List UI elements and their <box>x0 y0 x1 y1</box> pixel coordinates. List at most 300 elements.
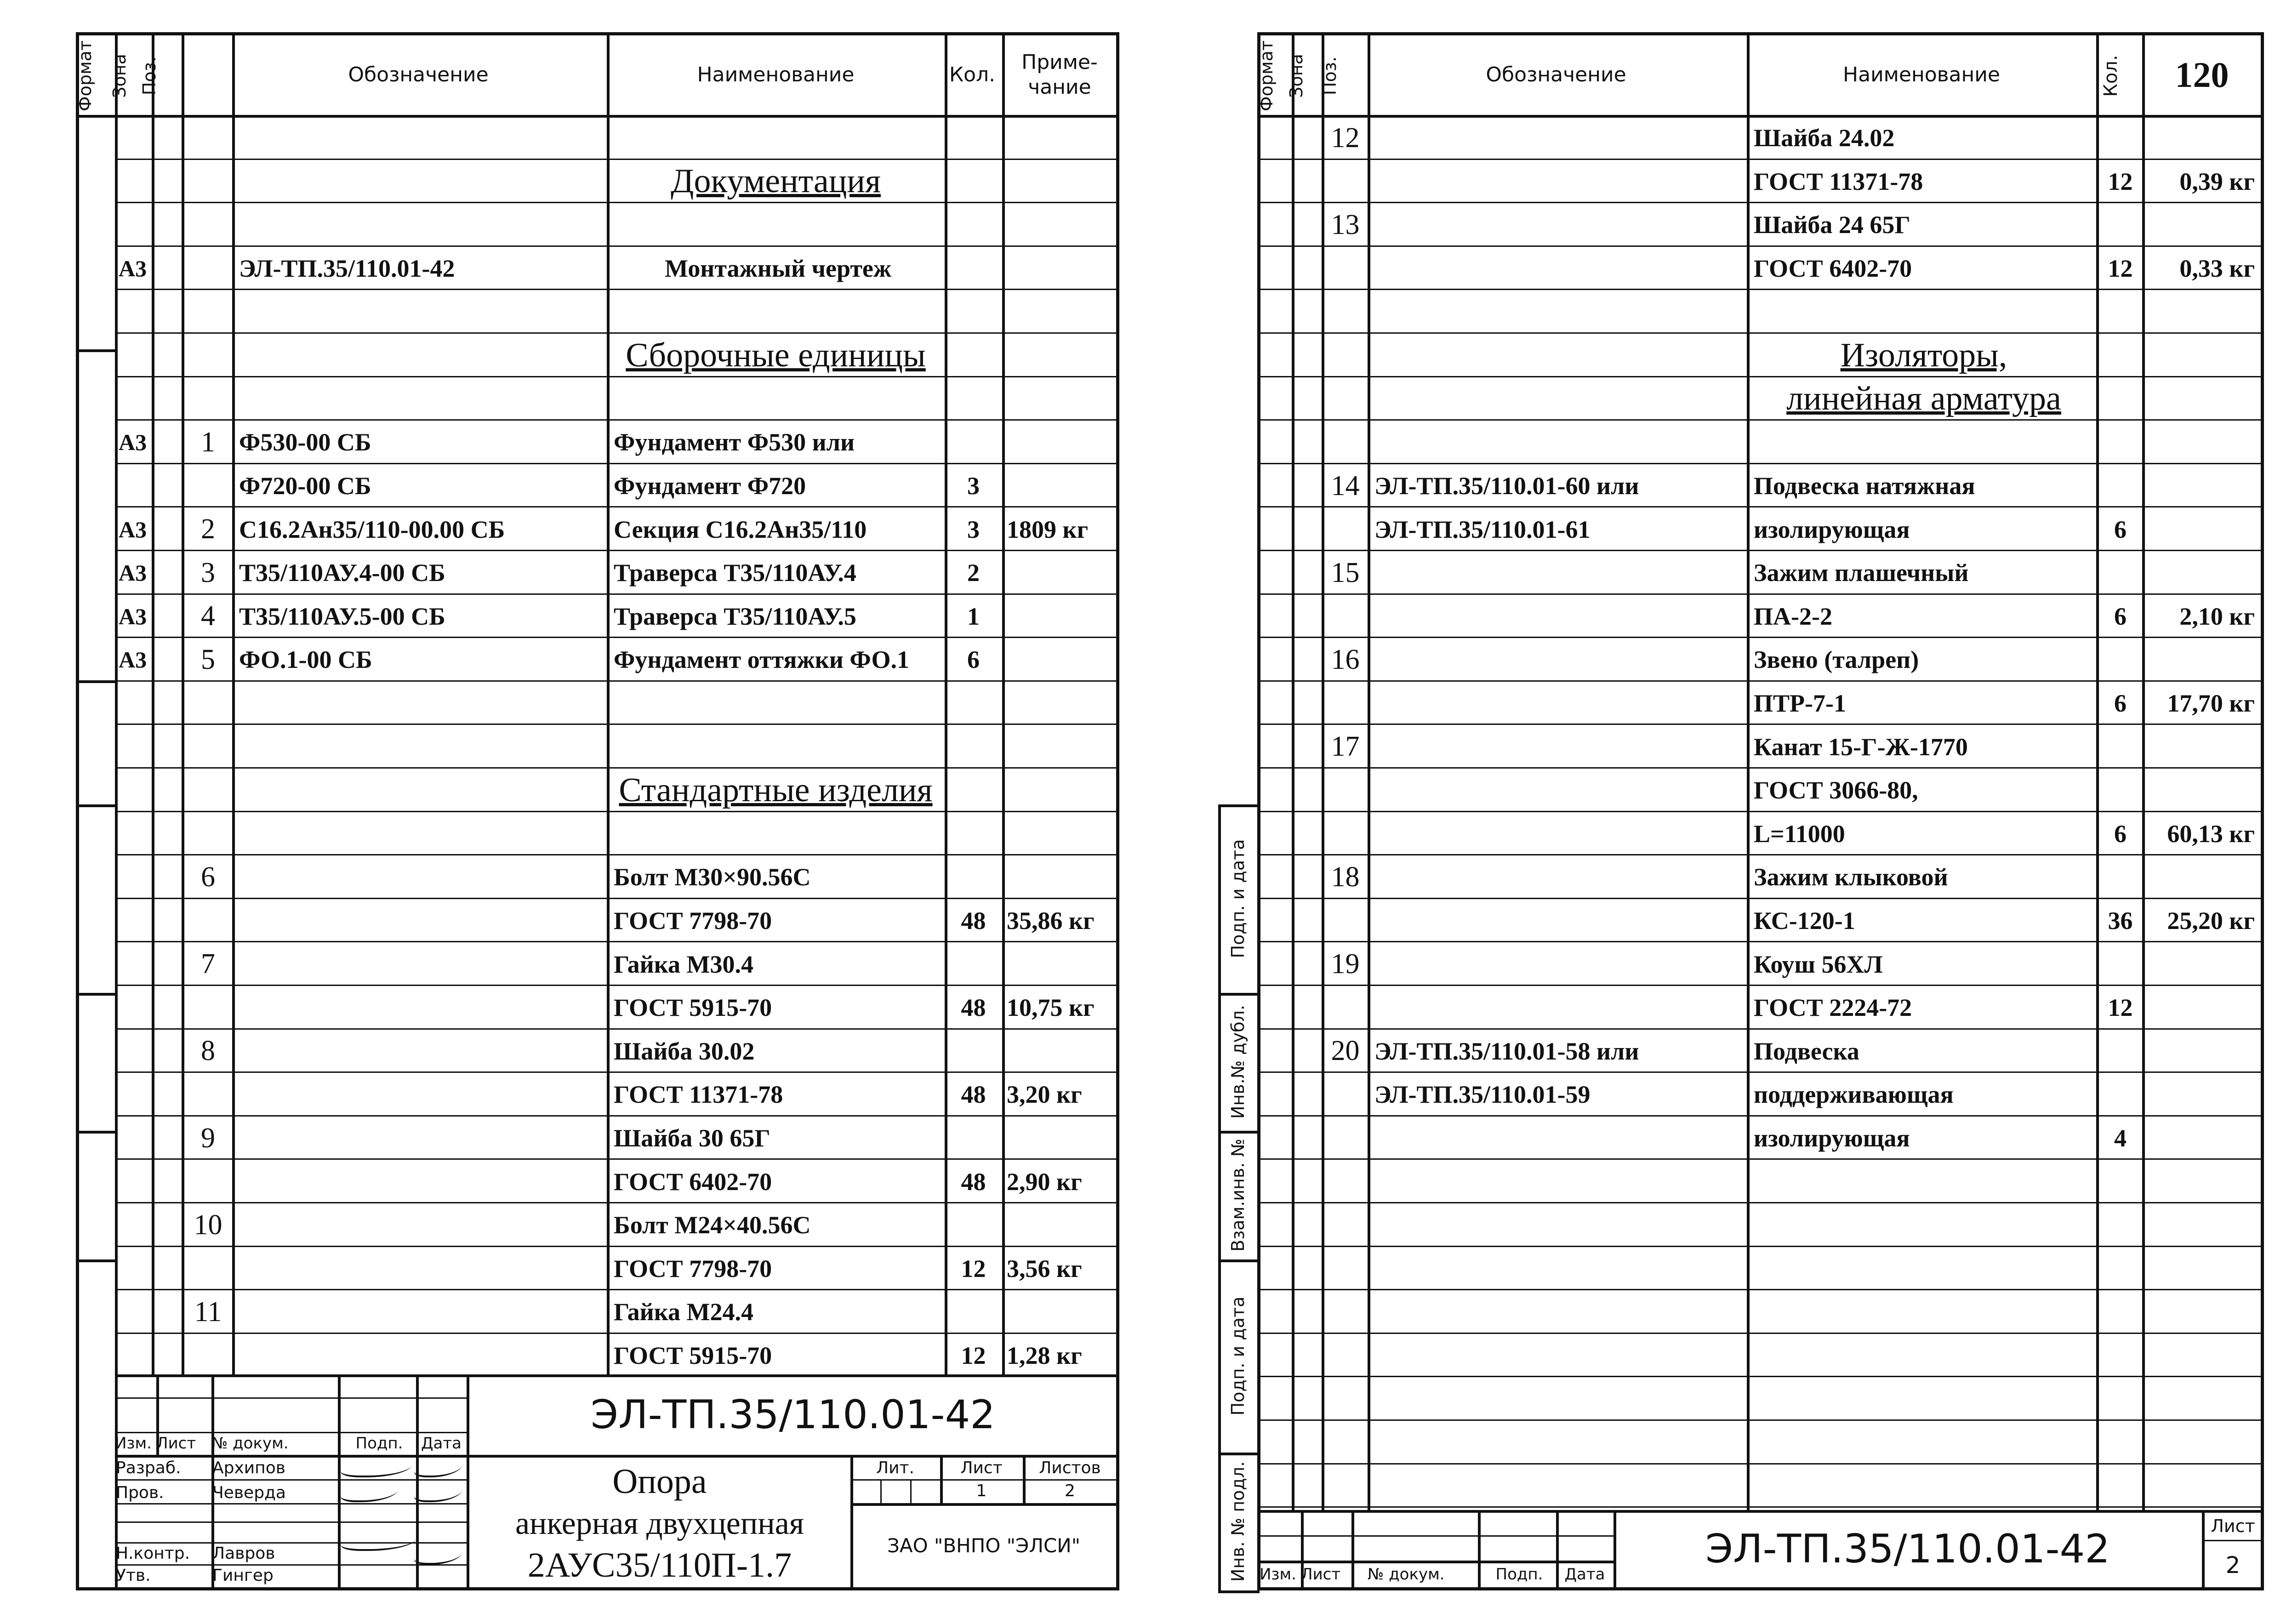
right-tb-vrule <box>1301 1510 1304 1588</box>
right-pos-cell <box>1323 1422 1368 1463</box>
left-note-cell: 35,86 кг <box>1007 907 1095 935</box>
left-tb-rule <box>115 1455 1117 1458</box>
left-designation-cell: С16.2Ан35/110-00.00 СБ <box>239 515 505 543</box>
left-name-3: Гингер <box>212 1566 274 1585</box>
right-note-cell <box>2147 1161 2259 1202</box>
right-pos-cell <box>1323 683 1368 724</box>
right-name-cell <box>1754 1422 2094 1463</box>
left-note-cell <box>1007 553 1115 593</box>
right-designation-cell <box>1374 422 1742 463</box>
side-strip-label: Инв.№ дубл. <box>1228 1005 1248 1119</box>
left-title-line3: 2АУС35/110П-1.7 <box>527 1545 792 1584</box>
left-row-rule <box>115 550 1117 551</box>
left-name-cell: Гайка М24.4 <box>614 1298 753 1326</box>
left-qty-cell <box>947 770 1000 811</box>
left-row-rule <box>115 724 1117 725</box>
left-qty-cell: 3 <box>967 472 980 500</box>
right-designation-cell <box>1374 987 1742 1028</box>
left-name-cell: Сборочные единицы <box>626 336 926 374</box>
left-format-cell <box>119 1118 153 1159</box>
right-row-rule <box>1260 550 2262 551</box>
right-note-cell <box>2147 1335 2259 1376</box>
left-pos-cell: 1 <box>201 426 215 458</box>
left-designation-cell <box>239 900 602 941</box>
right-qty-cell <box>2098 1422 2142 1463</box>
left-margin-tick <box>78 680 117 683</box>
right-note-cell <box>2147 1074 2259 1115</box>
left-name-cell: Шайба 30 65Г <box>614 1124 770 1152</box>
right-tb-vrule <box>1556 1510 1559 1588</box>
left-name-cell <box>614 683 942 724</box>
right-qty-cell <box>2098 1161 2142 1202</box>
right-note-cell <box>2147 118 2259 159</box>
left-name-cell: ГОСТ 5915-70 <box>614 1342 772 1370</box>
left-note-cell <box>1007 466 1115 507</box>
right-qty-cell <box>2098 1074 2142 1115</box>
left-note-cell <box>1007 161 1115 202</box>
right-row-rule <box>1260 854 2262 855</box>
left-tb-rule <box>850 1503 1117 1506</box>
right-name-cell <box>1754 1205 2094 1246</box>
left-name-cell: ГОСТ 11371-78 <box>614 1081 783 1109</box>
left-designation-cell: Ф530-00 СБ <box>239 428 371 456</box>
left-qty-cell: 1 <box>967 602 980 630</box>
right-designation-cell <box>1374 726 1742 767</box>
right-designation-cell <box>1374 1466 1742 1507</box>
right-note-cell: 25,20 кг <box>2167 907 2255 935</box>
right-note-cell: 0,39 кг <box>2179 167 2255 195</box>
left-tb-vrule <box>850 1455 853 1588</box>
left-format-cell <box>119 1335 153 1376</box>
side-strip-label: Подп. и дата <box>1228 839 1248 958</box>
left-pos-cell <box>184 291 232 332</box>
left-format-cell: А3 <box>119 256 147 282</box>
left-qty-cell: 48 <box>961 994 986 1022</box>
right-designation-cell <box>1374 814 1742 855</box>
right-name-cell: ГОСТ 6402-70 <box>1754 255 1912 283</box>
left-note-cell <box>1007 944 1115 985</box>
right-designation-cell <box>1374 205 1742 245</box>
left-name-cell: ГОСТ 7798-70 <box>614 1254 772 1282</box>
left-row-rule <box>115 1115 1117 1117</box>
left-qty-cell <box>947 1031 1000 1072</box>
right-row-rule <box>1260 1289 2262 1290</box>
right-pos-cell <box>1323 1379 1368 1419</box>
left-col-sign: Подп. <box>355 1434 403 1453</box>
left-tb-vrule <box>1023 1455 1026 1503</box>
right-pos-cell <box>1323 379 1368 420</box>
left-tb-vrule <box>156 1374 159 1455</box>
left-note-cell <box>1007 118 1115 159</box>
left-pos-cell: 5 <box>201 644 215 675</box>
right-qty-cell <box>2098 857 2142 898</box>
left-pos-cell: 6 <box>201 861 215 893</box>
left-designation-cell <box>239 205 602 245</box>
left-col-date: Дата <box>421 1434 462 1453</box>
right-qty-cell: 4 <box>2114 1124 2127 1152</box>
right-name-cell <box>1754 1248 2094 1289</box>
right-designation-cell <box>1374 1248 1742 1289</box>
right-qty-cell: 12 <box>2108 255 2133 283</box>
left-role-0: Разраб. <box>116 1458 181 1477</box>
left-format-cell <box>119 1031 153 1072</box>
left-qty-cell <box>947 726 1000 767</box>
left-name-cell <box>614 205 942 245</box>
right-designation-cell <box>1374 596 1742 637</box>
left-header-zone: Зона <box>109 54 130 98</box>
left-designation-cell <box>239 944 602 985</box>
left-note-cell <box>1007 422 1115 463</box>
left-designation-cell <box>239 1335 602 1376</box>
left-row-rule <box>115 941 1117 942</box>
right-designation-cell <box>1374 1292 1742 1333</box>
right-tb-vrule <box>2202 1510 2205 1588</box>
left-qty-cell <box>947 1118 1000 1159</box>
right-designation-cell <box>1374 553 1742 593</box>
left-pos-cell <box>184 118 232 159</box>
right-row-rule <box>1260 1202 2262 1203</box>
left-name-1: Чеверда <box>212 1483 286 1502</box>
right-col-doc: № докум. <box>1368 1565 1445 1584</box>
right-designation-cell <box>1374 248 1742 289</box>
right-row-rule <box>1260 724 2262 725</box>
right-name-cell: Подвеска натяжная <box>1754 472 1975 500</box>
left-format-cell: А3 <box>119 560 147 586</box>
right-pos-cell <box>1323 335 1368 376</box>
right-qty-cell <box>2098 553 2142 593</box>
right-qty-cell <box>2098 1379 2142 1419</box>
left-note-cell <box>1007 291 1115 332</box>
right-sheet-label: Лист <box>2211 1516 2255 1536</box>
right-qty-cell: 6 <box>2114 602 2127 630</box>
left-row-rule <box>115 680 1117 682</box>
right-qty-cell: 6 <box>2114 689 2127 718</box>
right-designation-cell <box>1374 1118 1742 1159</box>
left-header-note-line1: Приме- <box>1021 50 1098 74</box>
left-designation-cell <box>239 1292 602 1333</box>
right-name-cell <box>1754 291 2094 332</box>
left-tb-vrule <box>338 1374 341 1588</box>
right-qty-cell <box>2098 466 2142 507</box>
left-col-izm: Изм. <box>115 1434 152 1453</box>
right-note-cell <box>2147 944 2259 985</box>
right-designation-cell <box>1374 1161 1742 1202</box>
left-format-cell <box>119 1205 153 1246</box>
left-qty-cell <box>947 814 1000 855</box>
right-name-cell: Коуш 56ХЛ <box>1754 950 1883 978</box>
left-note-cell <box>1007 683 1115 724</box>
left-name-cell <box>614 726 942 767</box>
right-row-rule <box>1260 376 2262 377</box>
right-designation-cell: ЭЛ-ТП.35/110.01-59 <box>1374 1081 1591 1109</box>
right-note-cell <box>2147 1248 2259 1289</box>
right-header-name: Наименование <box>1843 63 2000 86</box>
right-col-izm: Изм. <box>1260 1565 1296 1584</box>
left-row-rule <box>115 1289 1117 1290</box>
left-format-cell: А3 <box>119 603 147 629</box>
left-pos-cell <box>184 1248 232 1289</box>
right-row-rule <box>1260 1333 2262 1334</box>
left-format-cell <box>119 118 153 159</box>
right-note-cell <box>2147 1292 2259 1333</box>
right-qty-cell <box>2098 770 2142 811</box>
left-tb-vrule <box>940 1455 943 1503</box>
left-sheet-label: Лист <box>960 1458 1003 1477</box>
left-row-rule <box>115 289 1117 290</box>
left-qty-cell <box>947 205 1000 245</box>
right-pos-cell <box>1323 596 1368 637</box>
left-row-rule <box>115 506 1117 507</box>
right-name-cell: ПТР-7-1 <box>1754 689 1846 718</box>
right-name-cell: КС-120-1 <box>1754 907 1855 935</box>
right-pos-cell <box>1323 1248 1368 1289</box>
right-name-cell: Звено (талреп) <box>1754 646 1919 674</box>
left-qty-cell <box>947 857 1000 898</box>
side-strip-rule <box>1257 804 1260 1590</box>
left-note-cell <box>1007 335 1115 376</box>
left-qty-cell: 48 <box>961 1081 986 1109</box>
left-format-cell <box>119 987 153 1028</box>
left-row-rule <box>115 245 1117 247</box>
right-name-cell: изолирующая <box>1754 1124 1910 1152</box>
left-col-list: Лист <box>156 1434 196 1453</box>
left-designation-cell: ЭЛ-ТП.35/110.01-42 <box>239 255 455 283</box>
left-note-cell <box>1007 205 1115 245</box>
left-row-rule <box>115 202 1117 203</box>
left-pos-cell <box>184 900 232 941</box>
left-tb-vrule <box>880 1479 882 1503</box>
left-name-cell <box>614 379 942 420</box>
left-col-rule <box>607 34 610 1374</box>
left-row-rule <box>115 332 1117 334</box>
left-role-3: Утв. <box>116 1566 151 1585</box>
left-pos-cell <box>184 770 232 811</box>
right-designation-cell <box>1374 1379 1742 1419</box>
right-name-cell: ГОСТ 2224-72 <box>1754 994 1912 1022</box>
right-designation-cell <box>1374 291 1742 332</box>
left-qty-cell <box>947 161 1000 202</box>
right-pos-cell <box>1323 509 1368 550</box>
right-note-cell <box>2147 1422 2259 1463</box>
right-designation-cell <box>1374 1335 1742 1376</box>
left-tb-top <box>115 1374 1117 1377</box>
right-row-rule <box>1260 463 2262 464</box>
left-pos-cell <box>184 205 232 245</box>
right-tb-rule <box>2202 1540 2262 1541</box>
right-designation-cell <box>1374 857 1742 898</box>
right-row-rule <box>1260 202 2262 203</box>
right-note-cell: 60,13 кг <box>2167 820 2255 848</box>
side-strip-label: Инв. № подл. <box>1228 1461 1248 1582</box>
right-name-cell: Изоляторы, <box>1840 336 2007 374</box>
right-pos-cell <box>1323 1509 1368 1550</box>
left-format-cell: А3 <box>119 647 147 673</box>
side-strip-label: Подп. и дата <box>1228 1296 1248 1416</box>
left-header-designation: Обозначение <box>348 63 489 86</box>
right-pos-cell <box>1323 814 1368 855</box>
left-name-cell: Фундамент Ф530 или <box>614 428 855 456</box>
left-row-rule <box>115 1071 1117 1073</box>
right-note-cell <box>2147 857 2259 898</box>
right-row-rule <box>1260 332 2262 334</box>
right-qty-cell <box>2098 1466 2142 1507</box>
left-sheets-total: 2 <box>1065 1481 1075 1500</box>
left-pos-cell: 10 <box>194 1209 222 1241</box>
right-pos-cell <box>1323 1074 1368 1115</box>
left-row-rule <box>115 1246 1117 1247</box>
left-format-cell <box>119 770 153 811</box>
left-col-rule <box>232 34 235 1374</box>
left-designation-cell <box>239 987 602 1028</box>
right-qty-cell: 12 <box>2108 994 2133 1022</box>
left-designation-cell <box>239 726 602 767</box>
left-note-cell: 2,90 кг <box>1007 1168 1082 1196</box>
left-designation-cell <box>239 335 602 376</box>
right-note-cell <box>2147 726 2259 767</box>
right-note-cell: 17,70 кг <box>2167 689 2255 718</box>
right-qty-cell <box>2098 291 2142 332</box>
right-note-cell <box>2147 987 2259 1028</box>
left-format-cell <box>119 1248 153 1289</box>
right-name-cell <box>1754 1379 2094 1419</box>
left-note-cell <box>1007 770 1115 811</box>
left-header-qty: Кол. <box>949 63 996 86</box>
left-pos-cell <box>184 248 232 289</box>
right-name-cell <box>1754 1292 2094 1333</box>
left-designation-cell <box>239 291 602 332</box>
left-sheets-label: Листов <box>1039 1458 1101 1477</box>
right-name-cell: L=11000 <box>1754 820 1845 848</box>
left-format-cell: А3 <box>119 429 147 456</box>
right-pos-cell <box>1323 161 1368 202</box>
right-header-designation: Обозначение <box>1486 63 1626 86</box>
right-tb-top <box>1260 1510 2262 1513</box>
left-format-cell <box>119 814 153 855</box>
left-qty-cell: 48 <box>961 907 986 935</box>
left-sheet-no: 1 <box>976 1481 987 1500</box>
right-qty-cell <box>2098 1031 2142 1072</box>
right-qty-cell: 6 <box>2114 820 2127 848</box>
right-designation-cell: ЭЛ-ТП.35/110.01-58 или <box>1374 1037 1639 1065</box>
left-note-cell <box>1007 248 1115 289</box>
right-designation-cell <box>1374 683 1742 724</box>
left-format-cell <box>119 1292 153 1333</box>
left-designation-cell <box>239 161 602 202</box>
left-name-cell: Документация <box>670 162 881 200</box>
right-qty-cell <box>2098 1248 2142 1289</box>
right-designation-cell <box>1374 161 1742 202</box>
left-col-rule <box>1002 34 1005 1374</box>
left-format-cell <box>119 944 153 985</box>
right-row-rule <box>1260 506 2262 507</box>
right-qty-cell <box>2098 1292 2142 1333</box>
right-qty-cell: 12 <box>2108 167 2133 195</box>
right-qty-cell <box>2098 422 2142 463</box>
right-qty-cell <box>2098 1205 2142 1246</box>
right-name-cell: ПА-2-2 <box>1754 602 1832 630</box>
right-note-cell <box>2147 770 2259 811</box>
left-pos-cell: 8 <box>201 1035 215 1067</box>
right-tb-rule <box>1260 1535 1614 1537</box>
left-pos-cell <box>184 379 232 420</box>
left-qty-cell <box>947 944 1000 985</box>
left-format-cell <box>119 683 153 724</box>
left-row-rule <box>115 637 1117 638</box>
right-col-sign: Подп. <box>1495 1565 1543 1584</box>
left-format-cell <box>119 379 153 420</box>
left-qty-cell <box>947 335 1000 376</box>
right-pos-cell: 13 <box>1331 209 1360 240</box>
left-format-cell <box>119 335 153 376</box>
right-name-cell: Шайба 24.02 <box>1754 124 1895 152</box>
right-name-cell: линейная арматура <box>1786 380 2061 418</box>
right-note-cell <box>2147 639 2259 680</box>
right-qty-cell <box>2098 944 2142 985</box>
left-header-note-line2: чание <box>1028 75 1091 99</box>
right-pos-cell: 18 <box>1331 861 1360 893</box>
left-qty-cell <box>947 118 1000 159</box>
left-margin-tick <box>78 1131 117 1134</box>
right-pos-cell <box>1323 1205 1368 1246</box>
left-designation-cell: Т35/110АУ.4-00 СБ <box>239 559 445 587</box>
left-format-cell <box>119 205 153 245</box>
left-name-0: Архипов <box>212 1458 285 1477</box>
right-note-cell: 0,33 кг <box>2179 255 2255 283</box>
right-pos-cell <box>1323 1161 1368 1202</box>
left-format-cell <box>119 161 153 202</box>
left-header-pos: Поз. <box>139 56 160 96</box>
right-qty-cell <box>2098 639 2142 680</box>
right-row-rule <box>1260 767 2262 769</box>
left-tb-vrule <box>467 1374 469 1588</box>
right-header-pos: Поз. <box>1320 56 1340 96</box>
right-col-date: Дата <box>1564 1565 1605 1584</box>
left-name-cell <box>614 118 942 159</box>
right-name-cell: Зажим плашечный <box>1754 559 1969 587</box>
left-name-cell: Фундамент Ф720 <box>614 472 806 500</box>
right-designation-cell <box>1374 118 1742 159</box>
left-pos-cell: 4 <box>201 600 215 632</box>
left-designation-cell <box>239 1118 602 1159</box>
left-pos-cell <box>184 161 232 202</box>
right-designation-cell <box>1374 639 1742 680</box>
left-name-cell: Болт М24×40.56С <box>614 1211 811 1239</box>
right-name-cell: Подвеска <box>1754 1037 1859 1065</box>
left-name-cell: ГОСТ 6402-70 <box>614 1168 772 1196</box>
right-header-format: Формат <box>1256 40 1277 112</box>
left-row-rule <box>115 1202 1117 1203</box>
left-designation-cell: Т35/110АУ.5-00 СБ <box>239 602 445 630</box>
right-qty-cell: 6 <box>2114 515 2127 543</box>
right-pos-cell <box>1323 1466 1368 1507</box>
right-row-rule <box>1260 811 2262 812</box>
right-name-cell: Шайба 24 65Г <box>1754 211 1910 239</box>
left-col-doc: № докум. <box>211 1434 289 1453</box>
right-name-cell: поддерживающая <box>1754 1081 1954 1109</box>
left-designation-cell: ФО.1-00 СБ <box>239 646 372 674</box>
right-qty-cell <box>2098 205 2142 245</box>
left-lit-label: Лит. <box>876 1458 914 1477</box>
right-tb-vrule <box>1478 1510 1481 1588</box>
right-note-cell <box>2147 1118 2259 1159</box>
right-pos-cell <box>1323 1292 1368 1333</box>
left-pos-cell <box>184 466 232 507</box>
left-org: ЗАО "ВНПО "ЭЛСИ" <box>887 1534 1081 1557</box>
left-pos-cell: 9 <box>201 1122 215 1154</box>
right-tb-rule <box>1260 1561 1614 1563</box>
right-name-cell <box>1754 1335 2094 1376</box>
left-designation-cell <box>239 1205 602 1246</box>
